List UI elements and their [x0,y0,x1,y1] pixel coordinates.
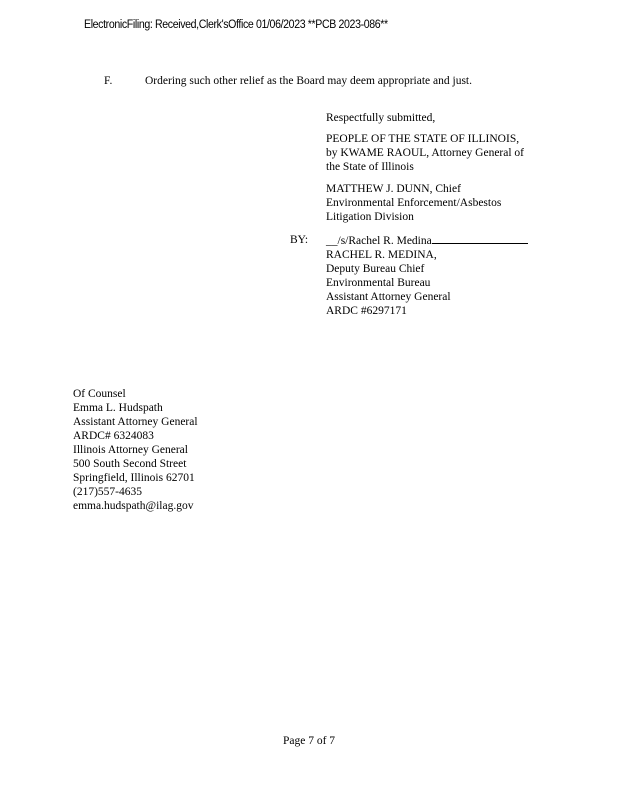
counsel-line: 500 South Second Street [73,458,187,470]
filing-header: ElectronicFiling: Received,Clerk'sOffice 01/06/2023 **PCB 2023-086** [84,19,388,31]
closing-text: Respectfully submitted, [326,112,436,124]
people-line: by KWAME RAOUL, Attorney General of [326,147,525,159]
signature-line [326,233,566,248]
counsel-line: ARDC# 6324083 [73,430,154,442]
chief-block [326,182,566,224]
chief-line: MATTHEW J. DUNN, Chief [326,183,461,195]
page-footer [0,734,618,748]
signer-line: ARDC #6297171 [326,305,407,317]
counsel-line: (217)557-4635 [73,486,142,498]
signature-underline [432,233,528,244]
by-label: BY: [290,234,309,246]
signer-line: Deputy Bureau Chief [326,263,425,275]
electronic-signature: __/s/Rachel R. Medina [326,235,432,247]
people-line: the State of Illinois [326,161,414,173]
chief-line: Environmental Enforcement/Asbestos [326,197,502,209]
signer-line: RACHEL R. MEDINA, [326,249,437,261]
of-counsel-block [73,387,198,513]
counsel-line: Emma L. Hudspath [73,402,163,414]
people-line: PEOPLE OF THE STATE OF ILLINOIS, [326,133,520,145]
signer-line: Environmental Bureau [326,277,431,289]
people-block [326,132,566,174]
counsel-email: emma.hudspath@ilag.gov [73,500,194,512]
chief-line: Litigation Division [326,211,414,223]
signer-line: Assistant Attorney General [326,291,451,303]
counsel-line: Springfield, Illinois 62701 [73,472,195,484]
counsel-line: Illinois Attorney General [73,444,188,456]
counsel-line: Of Counsel [73,388,126,400]
signer-block [326,233,566,318]
relief-item-text: Ordering such other relief as the Board may deem appropriate and just. [145,75,472,87]
page-number: Page 7 of 7 [282,735,336,747]
relief-item-letter: F. [104,75,113,87]
counsel-line: Assistant Attorney General [73,416,198,428]
